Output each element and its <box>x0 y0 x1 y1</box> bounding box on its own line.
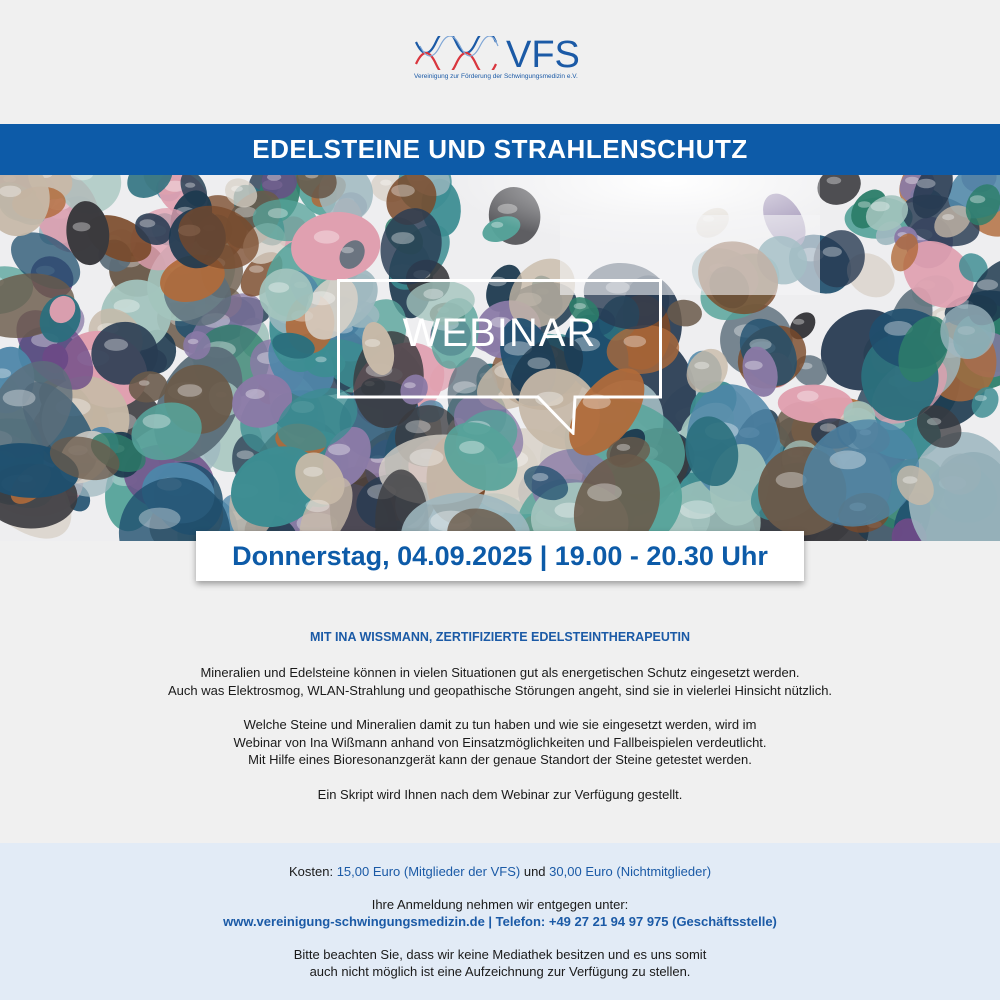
note-block <box>0 946 1000 980</box>
gemstone-highlight <box>410 449 444 466</box>
gemstone-highlight <box>776 472 807 488</box>
gemstone-highlight <box>143 414 171 428</box>
gemstone-highlight <box>104 339 128 351</box>
gemstone-highlight <box>139 380 150 386</box>
gemstone-highlight <box>140 219 156 227</box>
register-text: Ihre Anmeldung nehmen wir entgegen unter: <box>371 897 629 912</box>
gemstone-highlight <box>268 208 288 218</box>
gemstone-highlight <box>532 473 548 481</box>
gemstone-highlight <box>977 279 998 290</box>
text-line: Mit Hilfe eines Bioresonanzgerät kann der genaue Standort der Steine getestet werden. <box>248 752 752 767</box>
text-line: Mineralien und Edelsteine können in vielen Situationen gut als energetischen Schutz eingesetzt werden. <box>200 665 800 680</box>
text-line: Webinar von Ina Wißmann anhand von Einsatzmöglichkeiten und Fallbeispielen verdeutlicht. <box>233 734 767 750</box>
gemstone-highlight <box>871 202 890 212</box>
description <box>0 664 1000 820</box>
cost-and: und <box>523 864 546 879</box>
gemstone-highlight <box>745 361 763 370</box>
gemstone-highlight <box>139 508 181 530</box>
gemstone-highlight <box>188 339 199 344</box>
cost-label: Kosten: <box>288 864 334 879</box>
gemstone-highlight <box>341 247 354 253</box>
contact-link[interactable]: www.vereinigung-schwingungsmedizin.de | Telefon: +49 27 21 94 97 975 (Geschäftsstelle) <box>223 914 777 929</box>
register-block <box>0 896 1000 930</box>
text-line: Ein Skript wird Ihnen nach dem Webinar zur Verfügung gestellt. <box>317 786 683 802</box>
gemstone-highlight <box>917 179 936 189</box>
gemstone-highlight <box>797 391 819 402</box>
cost-line <box>0 863 1000 880</box>
gemstone-highlight <box>178 384 203 397</box>
gemstone-highlight <box>793 319 805 325</box>
footer <box>0 843 1000 1000</box>
gemstone-highlight <box>587 483 622 501</box>
gemstone-highlight <box>942 214 954 220</box>
webinar-badge: WEBINAR <box>402 311 597 355</box>
gemstone-highlight <box>3 390 36 407</box>
gemstone-highlight <box>303 467 322 477</box>
gemstone-highlight <box>314 230 340 243</box>
paragraph-1 <box>0 664 1000 699</box>
title-bar <box>0 124 1000 175</box>
cost-nonmember: 30,00 Euro (Nichtmitglieder) <box>549 864 712 879</box>
page-title: EDELSTEINE UND STRAHLENSCHUTZ <box>252 134 748 164</box>
gemstone-highlight <box>246 389 265 399</box>
gemstone-highlight <box>827 177 842 185</box>
logo-text: VFS <box>506 34 580 76</box>
note-line: Bitte beachten Sie, dass wir keine Mediathek besitzen und es uns somit <box>293 947 707 962</box>
gemstone-highlight <box>249 265 264 272</box>
note-line: auch nicht möglich ist eine Aufzeichnung zur Verfügung zu stellen. <box>309 964 691 979</box>
gemstone-highlight <box>459 441 484 454</box>
event-date <box>196 531 804 581</box>
gemstone-highlight <box>185 183 195 188</box>
gemstone-highlight <box>975 395 987 401</box>
gemstone-highlight <box>903 476 918 484</box>
text-line: Welche Steine und Mineralien damit zu tun haben und wie sie eingesetzt werden, wird im <box>243 717 757 732</box>
gemstone-highlight <box>830 451 867 470</box>
gemstone-highlight <box>970 195 985 203</box>
speech-bubble-icon <box>337 279 662 435</box>
gemstone-highlight <box>391 185 415 197</box>
gemstone-highlight <box>380 180 391 186</box>
gemstone-highlight <box>858 201 871 208</box>
paragraph-2 <box>0 716 1000 769</box>
gemstone-highlight <box>617 444 631 451</box>
gemstone-highlight <box>73 222 91 231</box>
vfs-logo <box>414 36 594 86</box>
gemstone-highlight <box>823 247 842 257</box>
gemstone-highlight <box>0 186 21 197</box>
gemstone-highlight <box>694 362 709 370</box>
gemstone-highlight <box>231 186 243 192</box>
paragraph-3 <box>0 786 1000 804</box>
date-text: Donnerstag, 04.09.2025 | 19.00 - 20.30 Uhr <box>232 540 768 571</box>
logo-subtitle: Vereinigung zur Förderung der Schwingungsmedizin e.V. <box>414 73 578 80</box>
gemstone-highlight <box>268 282 289 293</box>
gemstone-highlight <box>391 232 414 244</box>
text-line: Auch was Elektrosmog, WLAN-Strahlung und geopathische Störungen angeht, sind sie in vielerlei Hinsicht nützlich. <box>167 682 833 698</box>
gemstone-highlight <box>680 500 716 519</box>
gemstone-highlight <box>927 418 941 425</box>
cost-member: 15,00 Euro (Mitglieder der VFS) <box>336 864 521 879</box>
gemstone-highlight <box>305 500 329 512</box>
speaker-line: MIT INA WISSMANN, ZERTIFIZIERTE EDELSTEINTHERAPEUTIN <box>309 630 691 644</box>
gemstone-highlight <box>328 444 350 455</box>
gemstone-highlight <box>315 357 326 363</box>
dna-wave-icon <box>414 36 500 70</box>
